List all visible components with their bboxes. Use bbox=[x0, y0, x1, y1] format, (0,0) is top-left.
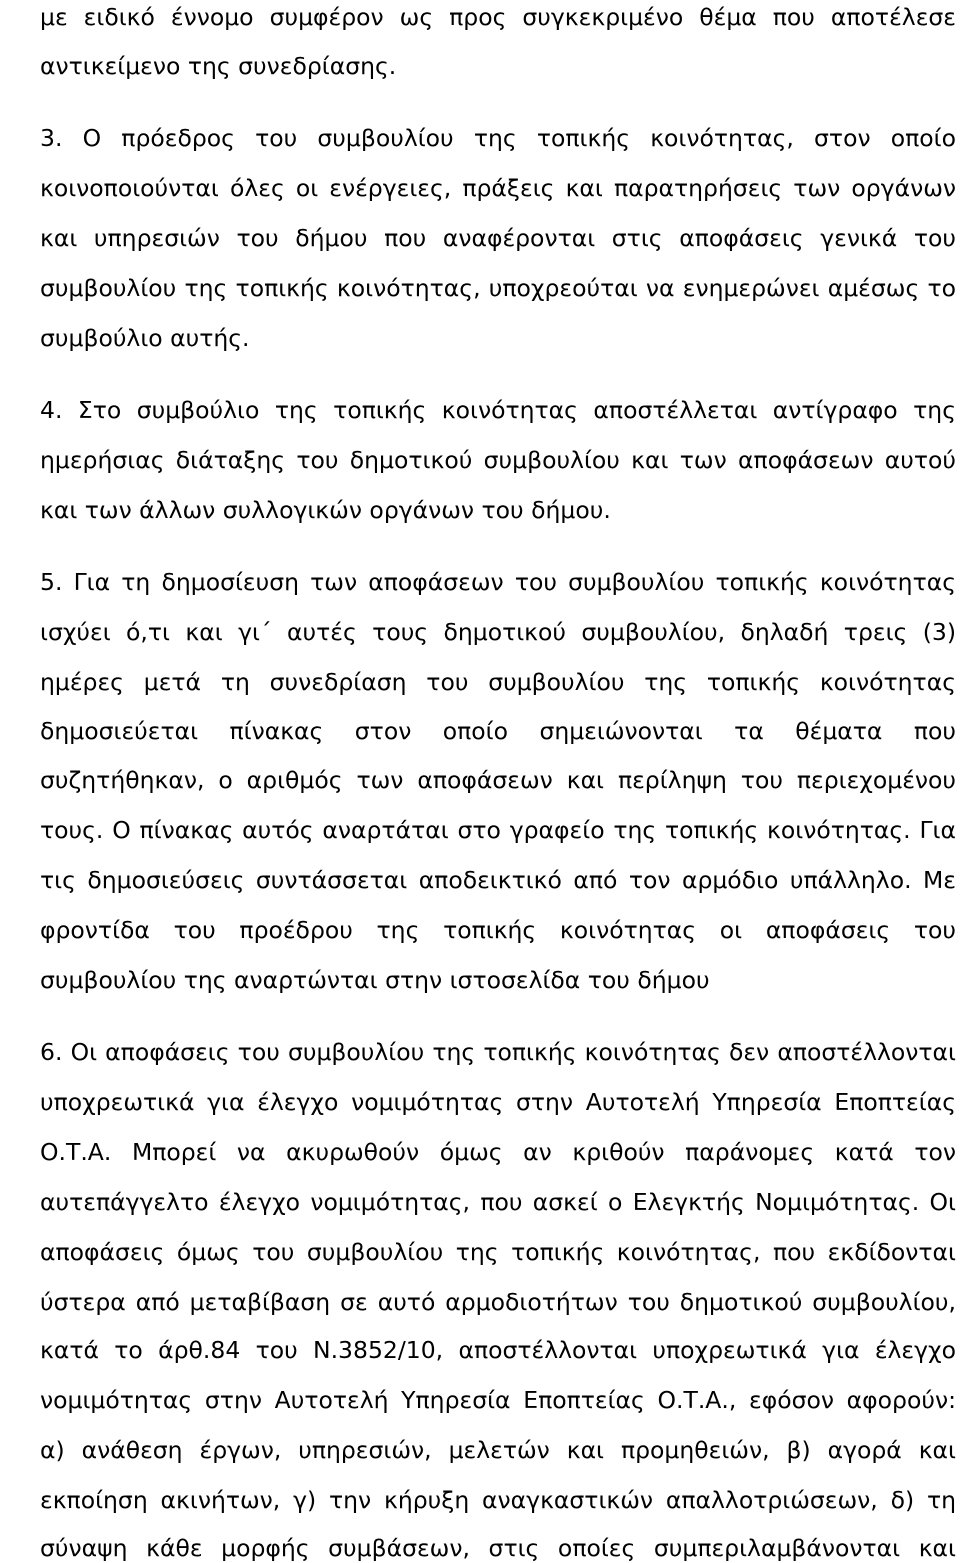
text-line: και υπηρεσιών του δήμου που αναφέρονται στις αποφάσεις γενικά του bbox=[40, 224, 956, 252]
text-line: κοινοποιούνται όλες οι ενέργειες, πράξεις και παρατηρήσεις των οργάνων bbox=[40, 174, 956, 202]
text-line: 6. Οι αποφάσεις του συμβουλίου της τοπικής κοινότητας δεν αποστέλλονται bbox=[40, 1038, 956, 1066]
text-line: με ειδικό έννομο συμφέρον ως προς συγκεκριμένο θέμα που αποτέλεσε bbox=[40, 3, 956, 31]
text-line: αποφάσεις όμως του συμβουλίου της τοπικής κοινότητας, που εκδίδονται bbox=[40, 1238, 956, 1266]
text-line: εκποίηση ακινήτων, γ) την κήρυξη αναγκαστικών απαλλοτριώσεων, δ) τη bbox=[40, 1486, 956, 1514]
text-line: α) ανάθεση έργων, υπηρεσιών, μελετών και προμηθειών, β) αγορά και bbox=[40, 1436, 956, 1464]
text-line: 4. Στο συμβούλιο της τοπικής κοινότητας αποστέλλεται αντίγραφο της bbox=[40, 396, 956, 424]
text-line: κατά το άρθ.84 του Ν.3852/10, αποστέλλονται υποχρεωτικά για έλεγχο bbox=[40, 1336, 956, 1364]
text-line: νομιμότητας στην Αυτοτελή Υπηρεσία Εποπτείας Ο.Τ.Α., εφόσον αφορούν: bbox=[40, 1386, 956, 1414]
text-line: αντικείμενο της συνεδρίασης. bbox=[40, 52, 397, 80]
text-line: συμβουλίου της αναρτώνται στην ιστοσελίδα του δήμου bbox=[40, 966, 710, 994]
text-line: ημέρες μετά τη συνεδρίαση του συμβουλίου της τοπικής κοινότητας bbox=[40, 668, 956, 696]
text-line: δημοσιεύεται πίνακας στον οποίο σημειώνονται τα θέματα που bbox=[40, 717, 956, 745]
text-line: αυτεπάγγελτο έλεγχο νομιμότητας, που ασκεί ο Ελεγκτής Νομιμότητας. Οι bbox=[40, 1188, 956, 1216]
text-line: σύναψη κάθε μορφής συμβάσεων, στις οποίες συμπεριλαμβάνονται και bbox=[40, 1534, 956, 1562]
text-line: φροντίδα του προέδρου της τοπικής κοινότητας οι αποφάσεις του bbox=[40, 916, 956, 944]
text-line: υποχρεωτικά για έλεγχο νομιμότητας στην Αυτοτελή Υπηρεσία Εποπτείας bbox=[40, 1088, 956, 1116]
text-line: ημερήσιας διάταξης του δημοτικού συμβουλίου και των αποφάσεων αυτού bbox=[40, 446, 956, 474]
text-line: συμβούλιο αυτής. bbox=[40, 324, 250, 352]
text-line: Ο.Τ.Α. Μπορεί να ακυρωθούν όμως αν κριθούν παράνομες κατά τον bbox=[40, 1138, 956, 1166]
text-line: και των άλλων συλλογικών οργάνων του δήμου. bbox=[40, 496, 611, 524]
text-line: συμβουλίου της τοπικής κοινότητας, υποχρεούται να ενημερώνει αμέσως το bbox=[40, 274, 956, 302]
text-line: ισχύει ό,τι και γι΄ αυτές τους δημοτικού συμβουλίου, δηλαδή τρεις (3) bbox=[40, 618, 956, 646]
text-line: τις δημοσιεύσεις συντάσσεται αποδεικτικό από τον αρμόδιο υπάλληλο. Με bbox=[40, 866, 956, 894]
text-line: ύστερα από μεταβίβαση σε αυτό αρμοδιοτήτων του δημοτικού συμβουλίου, bbox=[40, 1288, 956, 1316]
text-line: συζητήθηκαν, ο αριθμός των αποφάσεων και περίληψη του περιεχομένου bbox=[40, 766, 956, 794]
text-line: 5. Για τη δημοσίευση των αποφάσεων του συμβουλίου τοπικής κοινότητας bbox=[40, 568, 956, 596]
text-line: τους. Ο πίνακας αυτός αναρτάται στο γραφείο της τοπικής κοινότητας. Για bbox=[40, 816, 956, 844]
text-line: 3. Ο πρόεδρος του συμβουλίου της τοπικής κοινότητας, στον οποίο bbox=[40, 124, 956, 152]
